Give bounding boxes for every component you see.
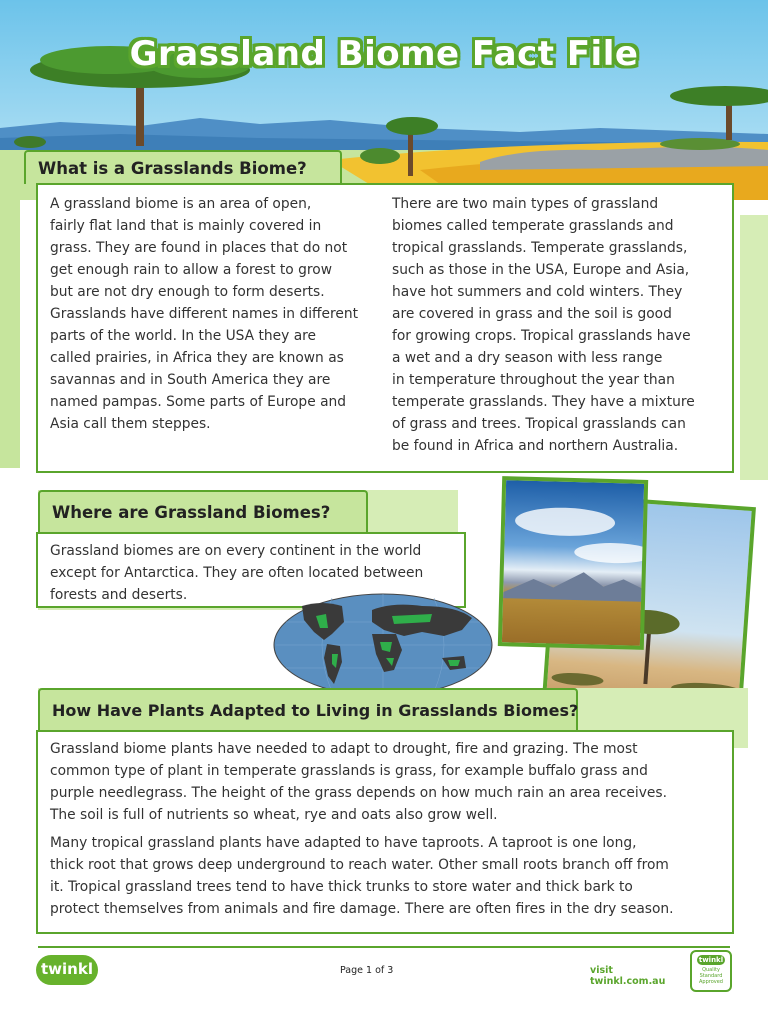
section2-heading: Where are Grassland Biomes? <box>38 490 368 532</box>
badge-text: Quality Standard <box>699 967 723 979</box>
text-line: biomes called temperate grasslands and <box>392 218 674 234</box>
text-line: A grassland biome is an area of open, <box>50 196 312 212</box>
prairie-mountain-photo <box>498 476 648 650</box>
text-line: be found in Africa and northern Australia. <box>392 438 679 454</box>
text-line: parts of the world. In the USA they are <box>50 328 317 344</box>
text-line: common type of plant in temperate grasslands is grass, for example buffalo grass and <box>50 763 648 779</box>
text-line: tropical grasslands. Temperate grasslands, <box>392 240 688 256</box>
text-line: Grassland biome plants have needed to adapt to drought, fire and grazing. The most <box>50 741 638 757</box>
text-line: There are two main types of grassland <box>392 196 659 212</box>
page-title: Grassland Biome Fact File <box>129 34 639 74</box>
text-line: it. Tropical grassland trees tend to have thick trunks to store water and thick bark to <box>50 879 633 895</box>
text-line: purple needlegrass. The height of the grass depends on how much rain an area receives. <box>50 785 667 801</box>
text-line: called prairies, in Africa they are known as <box>50 350 344 366</box>
text-line: forests and deserts. <box>50 587 188 603</box>
text-line: The soil is full of nutrients so wheat, rye and oats also grow well. <box>50 807 498 823</box>
section1-green-frame <box>0 150 20 468</box>
twinkl-logo: twinkl <box>36 955 98 985</box>
section3-heading: How Have Plants Adapted to Living in Grasslands Biomes? <box>38 688 578 730</box>
text-line: savannas and in South America they are <box>50 372 331 388</box>
badge-logo: twinkl <box>698 956 724 964</box>
text-line: such as those in the USA, Europe and Asia, <box>392 262 690 278</box>
badge-text: Approved <box>699 979 723 985</box>
text-line: grass. They are found in places that do not <box>50 240 348 256</box>
section1-left-text <box>50 193 390 435</box>
text-line: but are not dry enough to form deserts. <box>50 284 325 300</box>
text-line: Grassland biomes are on every continent in the world <box>50 543 422 559</box>
text-line: are covered in grass and the soil is good <box>392 306 672 322</box>
text-line: thick root that grows deep underground to reach water. Other small roots branch off from <box>50 857 669 873</box>
text-line: have hot summers and cold winters. They <box>392 284 683 300</box>
text-line: a wet and a dry season with less range <box>392 350 663 366</box>
section3-paragraph-2 <box>50 832 730 920</box>
text-line: Many tropical grassland plants have adapted to have taproots. A taproot is one long, <box>50 835 637 851</box>
section1-right-text <box>392 193 732 457</box>
text-line: except for Antarctica. They are often located between <box>50 565 424 581</box>
cloud-mountain-icon <box>502 480 649 650</box>
text-line: protect themselves from animals and fire damage. There are often fires in the dry season. <box>50 901 674 917</box>
section3-box <box>36 730 734 934</box>
text-line: Asia call them steppes. <box>50 416 211 432</box>
text-line: Grasslands have different names in different <box>50 306 359 322</box>
section1-green-frame-right <box>740 215 768 480</box>
section1-heading: What is a Grasslands Biome? <box>24 150 342 184</box>
quality-badge-icon <box>690 950 732 992</box>
text-line: named pampas. Some parts of Europe and <box>50 394 347 410</box>
site-link[interactable]: visit twinkl.com.au <box>590 965 666 987</box>
text-line: temperate grasslands. They have a mixture <box>392 394 695 410</box>
text-line: of grass and trees. Tropical grasslands can <box>392 416 686 432</box>
section3-paragraph-1 <box>50 738 730 826</box>
footer-divider <box>38 946 730 948</box>
text-line: in temperature throughout the year than <box>392 372 675 388</box>
text-line: get enough rain to allow a forest to grow <box>50 262 332 278</box>
text-line: for growing crops. Tropical grasslands have <box>392 328 691 344</box>
world-map-image <box>272 592 494 698</box>
text-line: fairly flat land that is mainly covered in <box>50 218 322 234</box>
page-number: Page 1 of 3 <box>340 965 394 976</box>
section1-box <box>36 183 734 473</box>
